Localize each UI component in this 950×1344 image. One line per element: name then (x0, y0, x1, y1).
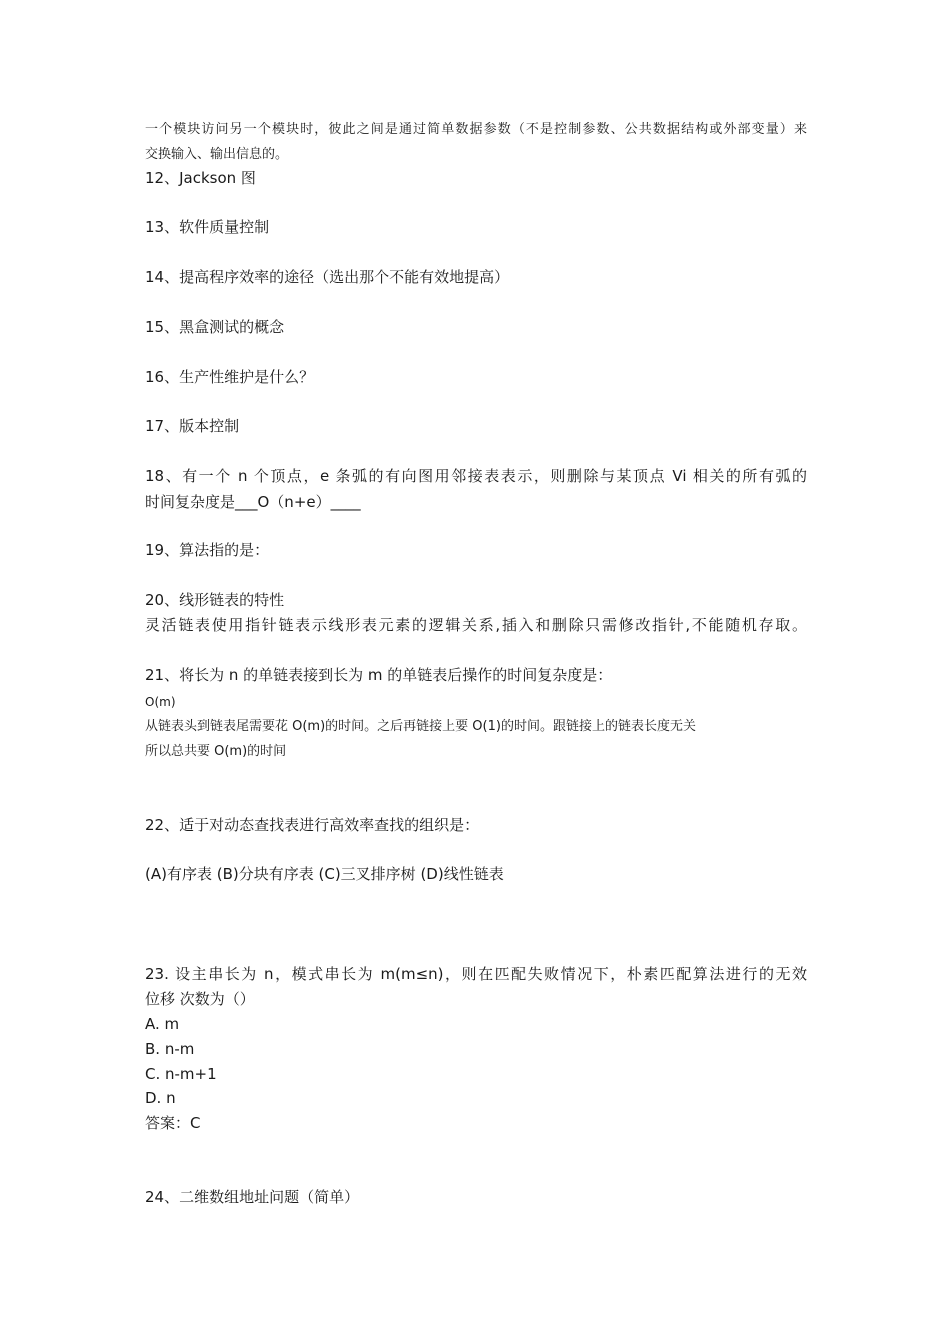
question-18-line-1: 18、有一个 n 个顶点，e 条弧的有向图用邻接表表示，则删除与某顶点 Vi 相关的所有弧的 (145, 467, 807, 485)
question-21-answer: O(m) (145, 695, 176, 709)
question-23-option-d: D. n (145, 1089, 176, 1107)
question-23-option-b: B. n-m (145, 1040, 195, 1058)
question-24: 24、二维数组地址问题（简单） (145, 1188, 360, 1206)
intro-line-2: 交换输入、输出信息的。 (145, 147, 289, 162)
question-22-options: (A)有序表 (B)分块有序表 (C)三叉排序树 (D)线性链表 (145, 865, 504, 883)
question-20-answer: 灵活链表使用指针链表示线形表元素的逻辑关系,插入和删除只需修改指针,不能随机存取。 (145, 616, 807, 634)
question-13: 13、软件质量控制 (145, 218, 270, 236)
question-12: 12、Jackson 图 (145, 169, 256, 187)
question-21-explain-2: 所以总共要 O(m)的时间 (145, 744, 287, 759)
question-23-answer: 答案：C (145, 1114, 201, 1132)
question-23-line-2: 位移 次数为（） (145, 990, 255, 1008)
question-15: 15、黑盒测试的概念 (145, 318, 285, 336)
question-21: 21、将长为 n 的单链表接到长为 m 的单链表后操作的时间复杂度是： (145, 666, 613, 684)
intro-line-1: 一个模块访问另一个模块时，彼此之间是通过简单数据参数（不是控制参数、公共数据结构或外部变量）来 (145, 122, 807, 137)
question-14: 14、提高程序效率的途径（选出那个不能有效地提高） (145, 268, 510, 286)
question-19: 19、算法指的是： (145, 541, 270, 559)
question-23-option-a: A. m (145, 1015, 180, 1033)
question-20: 20、线形链表的特性 (145, 591, 285, 609)
question-18-line-2: 时间复杂度是___O（n+e）____ (145, 493, 361, 511)
question-22: 22、适于对动态查找表进行高效率查找的组织是： (145, 816, 480, 834)
question-21-explain-1: 从链表头到链表尾需要花 O(m)的时间。之后再链接上要 O(1)的时间。跟链接上的链表长度无关 (145, 719, 696, 734)
question-23-line-1: 23. 设主串长为 n，模式串长为 m(m≤n)，则在匹配失败情况下，朴素匹配算法进行的无效 (145, 965, 807, 983)
question-16: 16、生产性维护是什么？ (145, 368, 315, 386)
question-17: 17、版本控制 (145, 417, 240, 435)
question-23-option-c: C. n-m+1 (145, 1065, 217, 1083)
